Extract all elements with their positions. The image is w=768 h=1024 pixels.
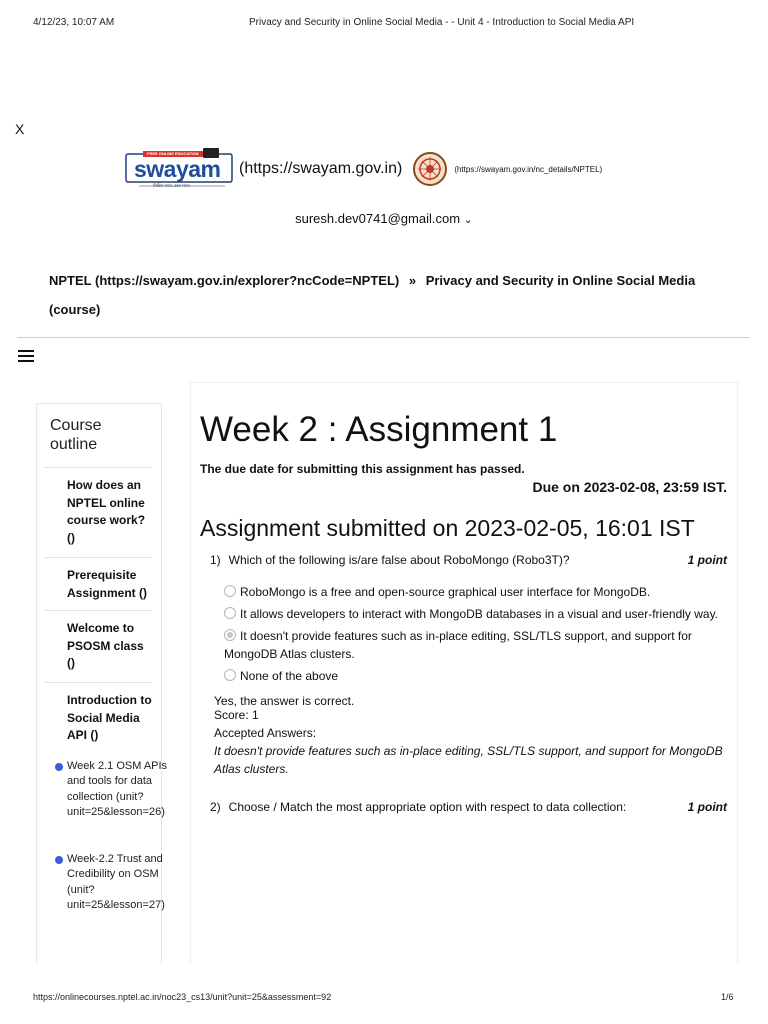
breadcrumb-separator: » (408, 273, 417, 288)
chevron-down-icon: ⌄ (463, 214, 473, 226)
sidebar-item-intro-social-media-api[interactable] (44, 682, 152, 745)
sidebar-item-label: How does an NPTEL online course work? () (67, 478, 146, 545)
sidebar-item-prerequisite[interactable] (44, 557, 152, 602)
feedback-correct: Yes, the answer is correct. (214, 694, 355, 708)
bullet-dot-icon (55, 763, 63, 771)
print-datetime: 4/12/23, 10:07 AM (33, 17, 115, 28)
breadcrumb (49, 266, 729, 324)
option-4 (224, 667, 729, 685)
user-email: suresh.dev0741@gmail.com (295, 211, 461, 226)
swayam-logo[interactable] (125, 148, 233, 190)
breadcrumb-course-link[interactable]: Privacy and Security in Online Social Media (course) (49, 273, 696, 317)
option-3 (224, 627, 729, 663)
bullet-dot-icon (55, 856, 63, 864)
print-title: Privacy and Security in Online Social Media - - Unit 4 - Introduction to Social Media API (249, 17, 635, 28)
question-number: 1) (210, 553, 221, 567)
print-page-number: 1/6 (721, 992, 734, 1002)
hamburger-menu-icon[interactable] (18, 347, 34, 365)
nptel-link[interactable]: (https://swayam.gov.in/nc_details/NPTEL) (454, 164, 603, 174)
question-text: Which of the following is/are false about RoboMongo (Robo3T)? (228, 553, 570, 567)
sidebar-subitem-week-2-2[interactable] (55, 852, 173, 913)
sidebar-title: Course outline (50, 417, 102, 453)
sidebar-item-label: Prerequisite Assignment () (67, 568, 148, 600)
sidebar-item-welcome[interactable] (44, 610, 152, 673)
page-title: Week 2 : Assignment 1 (200, 410, 558, 449)
due-passed-note: The due date for submitting this assignment has passed. (200, 462, 525, 476)
due-date: Due on 2023-02-08, 23:59 IST. (532, 479, 727, 495)
question-number: 2) (210, 800, 221, 814)
header-divider (17, 337, 750, 338)
option-label: RoboMongo is a free and open-source graphical user interface for MongoDB. (240, 585, 651, 599)
question-text: Choose / Match the most appropriate option with respect to data collection: (228, 800, 627, 814)
swayam-tagline: FREE ONLINE EDUCATION (147, 151, 199, 156)
question-points: 1 point (687, 800, 727, 814)
submission-status: Assignment submitted on 2023-02-05, 16:01 IST (200, 515, 695, 541)
radio-button[interactable] (224, 669, 236, 681)
radio-button[interactable] (224, 585, 236, 597)
question-1 (210, 553, 727, 567)
radio-button-selected[interactable] (224, 629, 236, 641)
option-2 (224, 605, 729, 623)
close-button[interactable]: X (15, 121, 25, 137)
accepted-answers-label: Accepted Answers: (214, 726, 317, 740)
option-label: None of the above (240, 669, 339, 683)
print-footer-url: https://onlinecourses.nptel.ac.in/noc23_cs13/unit?unit=25&assessment=92 (33, 992, 332, 1002)
accepted-answer: It doesn't provide features such as in-place editing, SSL/TLS support, and support for MongoDB Atlas clusters. (214, 744, 723, 776)
option-label: It allows developers to interact with MongoDB databases in a visual and user-friendly way. (240, 607, 719, 621)
sidebar-item-label: Welcome to PSOSM class () (67, 621, 144, 670)
swayam-subtitle: शिक्षित भारत, उन्नत भारत (153, 183, 190, 188)
sidebar-subitem-week-2-1[interactable] (55, 759, 173, 820)
user-menu[interactable] (0, 211, 768, 226)
score: Score: 1 (214, 708, 259, 722)
option-1 (224, 583, 729, 601)
question-points: 1 point (687, 553, 727, 567)
logo-row (125, 148, 602, 190)
radio-button[interactable] (224, 607, 236, 619)
sidebar-subitem-label: Week 2.1 OSM APIs and tools for data collection (unit?unit=25&lesson=26) (67, 760, 168, 818)
option-label: It doesn't provide features such as in-place editing, SSL/TLS support, and support for MongoDB Atlas clusters. (224, 629, 692, 661)
swayam-wordmark: swayam (134, 156, 221, 182)
sidebar-item-label: Introduction to Social Media API () (67, 693, 152, 742)
question-2 (210, 800, 727, 814)
sidebar-subitem-label: Week-2.2 Trust and Credibility on OSM (unit?unit=25&lesson=27) (67, 853, 165, 911)
swayam-link[interactable]: (https://swayam.gov.in) (239, 160, 403, 177)
breadcrumb-nptel-link[interactable]: NPTEL (https://swayam.gov.in/explorer?ncCode=NPTEL) (49, 273, 400, 288)
course-outline-sidebar (36, 403, 168, 964)
sidebar-item-how-nptel-works[interactable] (44, 467, 152, 547)
nptel-logo[interactable] (412, 151, 448, 187)
